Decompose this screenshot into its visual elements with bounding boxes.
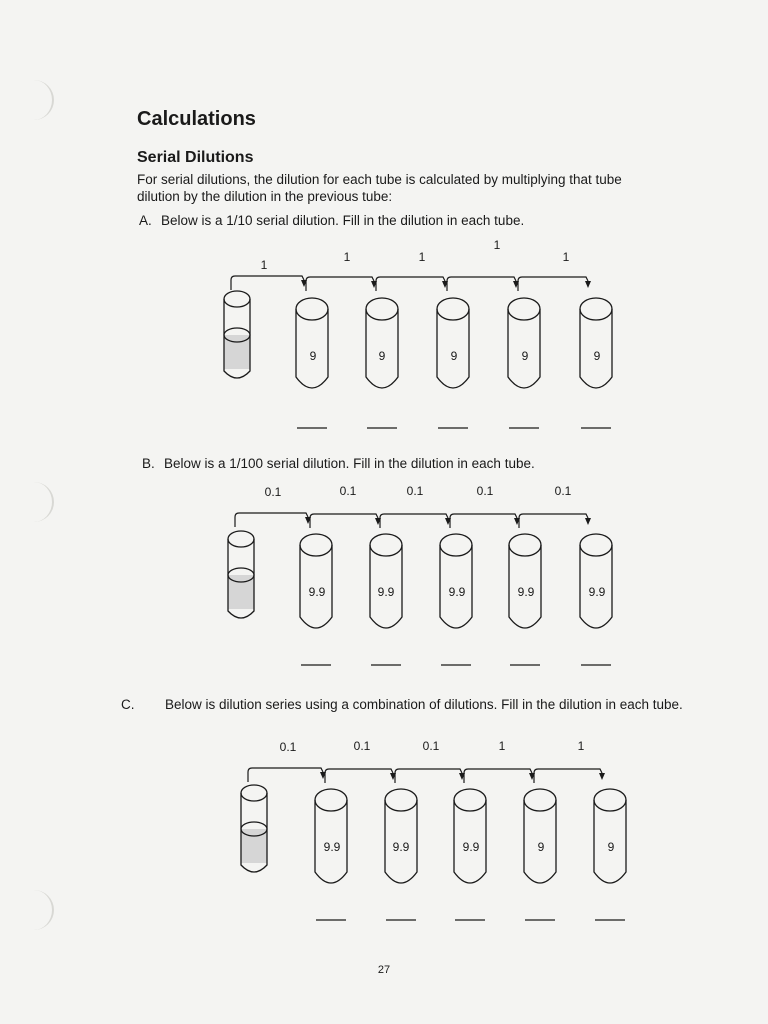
diluent-volume-label: 9 [607,840,615,854]
dilution-diagram-a [224,238,612,428]
transfer-arrow [447,277,519,291]
transfer-volume-label: 0.1 [476,484,494,498]
question-letter: A. [139,213,152,228]
transfer-arrow [248,768,326,782]
question-text: Below is a 1/10 serial dilution. Fill in the dilution in each tube. [161,213,525,228]
dilution-tube [440,534,472,628]
dilution-tube [315,789,347,883]
diluent-volume-label: 9.9 [392,840,410,854]
transfer-volume-label: 1 [562,250,570,264]
transfer-arrow [231,276,307,290]
transfer-arrow [450,514,520,528]
transfer-volume-label: 1 [493,238,501,252]
page-title: Calculations [137,108,256,130]
dilution-tube [594,789,626,883]
transfer-arrow [310,514,381,528]
diluent-volume-label: 9 [593,349,601,363]
diluent-volume-label: 9.9 [588,585,606,599]
transfer-volume-label: 0.1 [339,484,357,498]
diluent-volume-label: 9.9 [377,585,395,599]
diluent-volume-label: 9.9 [323,840,341,854]
diluent-volume-label: 9 [521,349,529,363]
dilution-tube [508,298,540,388]
page-number: 27 [377,964,391,976]
dilution-tube [385,789,417,883]
dilution-tube [300,534,332,628]
transfer-arrow [464,769,535,783]
transfer-volume-label: 0.1 [353,739,371,753]
diluent-volume-label: 9 [378,349,386,363]
diluent-volume-label: 9.9 [462,840,480,854]
transfer-volume-label: 0.1 [264,485,282,499]
diluent-volume-label: 9 [537,840,545,854]
transfer-volume-label: 1 [577,739,585,753]
transfer-volume-label: 0.1 [422,739,440,753]
diluent-volume-label: 9.9 [448,585,466,599]
transfer-arrow [395,769,465,783]
question-letter: B. [142,456,155,471]
dilution-tube [454,789,486,883]
transfer-arrow [534,769,605,783]
transfer-volume-label: 0.1 [279,740,297,754]
dilution-tube [509,534,541,628]
dilution-tube [296,298,328,388]
diluent-volume-label: 9.9 [517,585,535,599]
stock-tube [241,785,267,872]
dilution-diagram-c [241,739,626,920]
transfer-volume-label: 0.1 [554,484,572,498]
stock-tube [228,531,254,618]
transfer-arrow [325,769,396,783]
transfer-arrow [235,513,311,527]
diluent-volume-label: 9 [309,349,317,363]
transfer-volume-label: 1 [418,250,426,264]
dilution-tube [366,298,398,388]
transfer-arrow [518,277,591,291]
transfer-volume-label: 1 [343,250,351,264]
transfer-volume-label: 1 [498,739,506,753]
dilution-diagram-b [228,484,612,665]
diluent-volume-label: 9 [450,349,458,363]
intro-paragraph: For serial dilutions, the dilution for each tube is calculated by multiplying that tube dilution by the dilution in the previous tube: [137,172,622,204]
transfer-arrow [380,514,451,528]
transfer-arrow [376,277,448,291]
transfer-arrow [519,514,591,528]
transfer-volume-label: 0.1 [406,484,424,498]
dilution-tube [524,789,556,883]
dilution-tube [437,298,469,388]
question-text: Below is dilution series using a combination of dilutions. Fill in the dilution in each tube. [165,697,683,712]
transfer-arrow [306,277,377,291]
question-text: Below is a 1/100 serial dilution. Fill in the dilution in each tube. [164,456,535,471]
dilution-tube [370,534,402,628]
transfer-volume-label: 1 [260,258,268,272]
question-letter: C. [121,697,135,712]
stock-tube [224,291,250,378]
dilution-tube [580,298,612,388]
diluent-volume-label: 9.9 [308,585,326,599]
section-heading: Serial Dilutions [137,149,254,166]
dilution-tube [580,534,612,628]
